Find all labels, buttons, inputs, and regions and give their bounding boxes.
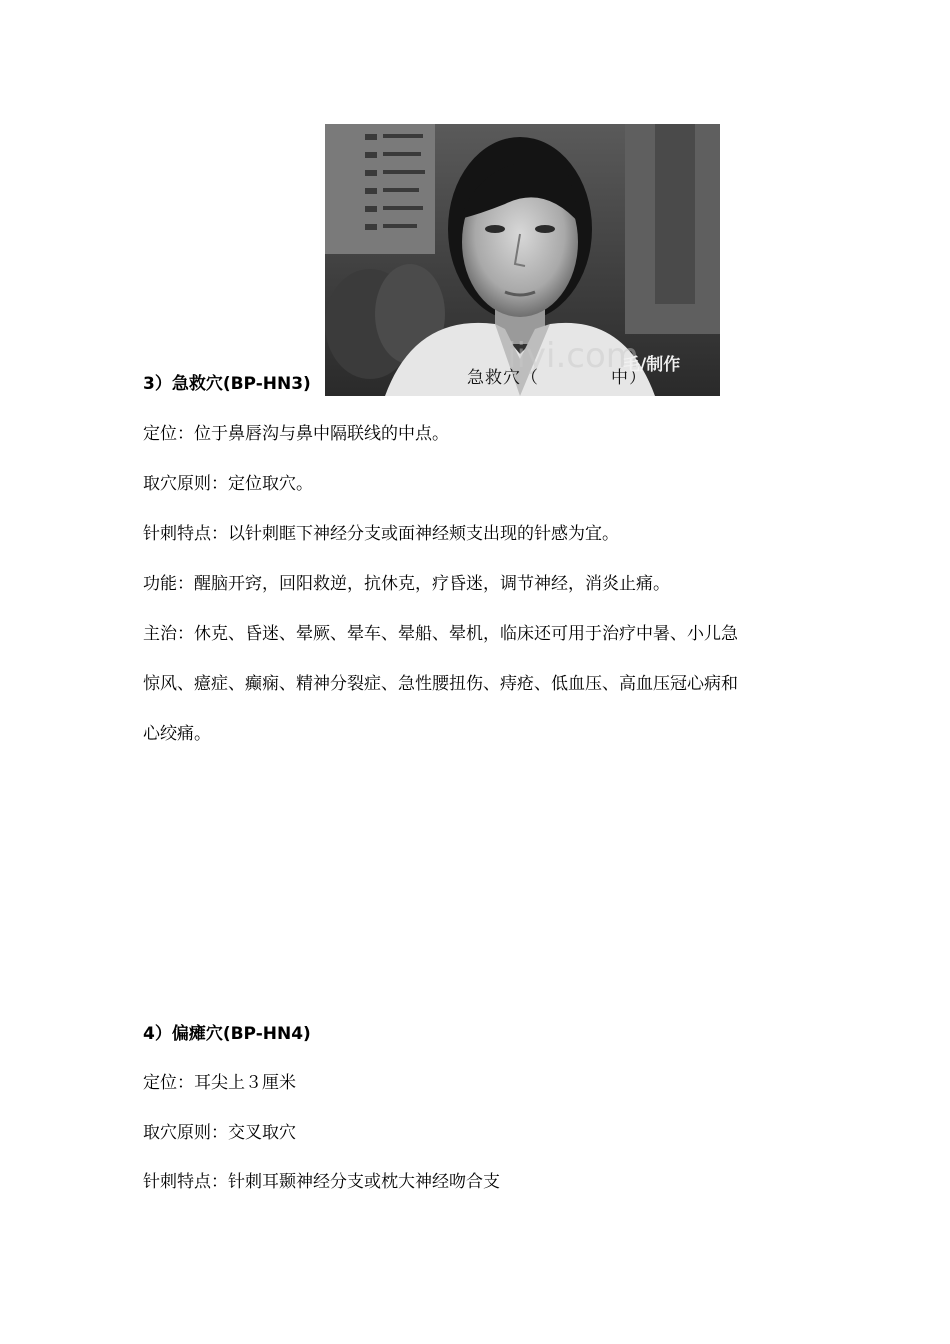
section3-principle: 取穴原则：定位取穴。 — [143, 474, 313, 494]
photo-watermark: iiyi.com — [507, 336, 639, 376]
section4-principle: 取穴原则：交叉取穴 — [143, 1123, 296, 1143]
section4-heading: 4）偏瘫穴(BP-HN4) — [143, 1024, 311, 1044]
photo-credit: 毛/制作 — [623, 355, 681, 375]
section3-needling: 针刺特点：以针刺眶下神经分支或面神经颊支出现的针感为宜。 — [143, 524, 619, 544]
section3-location: 定位：位于鼻唇沟与鼻中隔联线的中点。 — [143, 424, 449, 444]
section3-function: 功能：醒脑开窍，回阳救逆，抗休克，疗昏迷，调节神经，消炎止痛。 — [143, 574, 670, 594]
section3-indications-line-2: 惊风、癔症、癫痫、精神分裂症、急性腰扭伤、痔疮、低血压、高血压冠心病和 — [143, 674, 738, 694]
section3-heading: 3）急救穴(BP-HN3) — [143, 374, 311, 394]
acupoint-photo — [325, 124, 720, 396]
section4-location: 定位：耳尖上３厘米 — [143, 1073, 296, 1093]
photo-caption: 急救穴（ 中） — [467, 368, 647, 388]
section3-indications-line-3: 心绞痛。 — [143, 724, 211, 744]
section4-needling: 针刺特点：针刺耳颞神经分支或枕大神经吻合支 — [143, 1172, 500, 1192]
section3-indications-line-1: 主治：休克、昏迷、晕厥、晕车、晕船、晕机，临床还可用于治疗中暑、小儿急 — [143, 624, 738, 644]
